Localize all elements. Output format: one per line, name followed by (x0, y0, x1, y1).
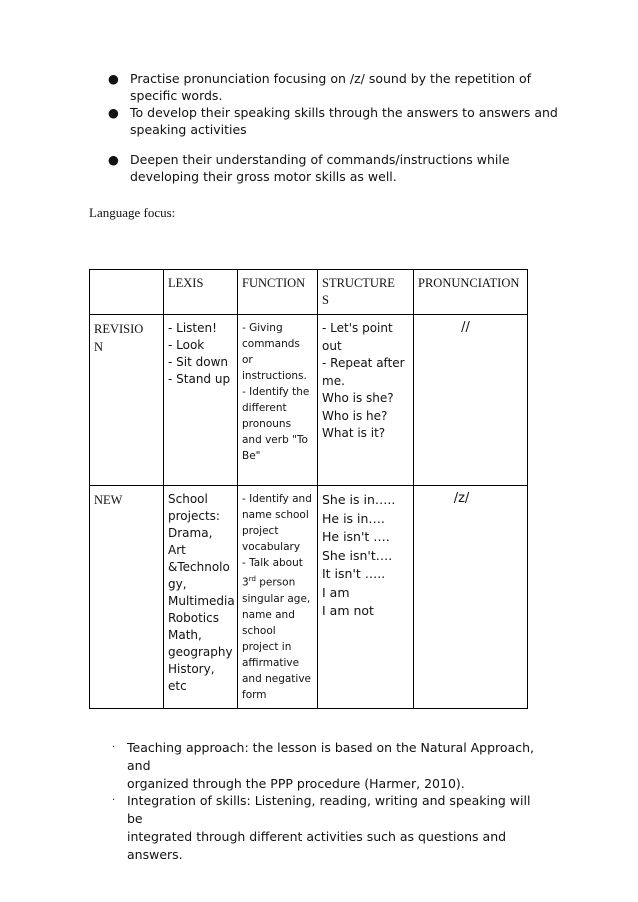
lexis-item: geography (168, 645, 233, 659)
function-line: - Identify and (242, 493, 312, 505)
lexis-item: - Stand up (168, 372, 231, 386)
structure-line: I am (322, 584, 350, 600)
objective-text: To develop their speaking skills through the answers to answers and (130, 105, 558, 120)
objective-item (108, 151, 558, 185)
function-line: different (242, 402, 287, 414)
function-line: school (242, 624, 276, 637)
note-line: integrated through different activities such as questions and answers. (127, 829, 507, 862)
bullet-icon: ● (108, 152, 119, 167)
lexis-item: Drama, (168, 526, 213, 540)
row-label-revision (90, 315, 164, 486)
objective-text: speaking activities (130, 122, 247, 137)
language-focus-table (89, 269, 528, 709)
function-line: affirmative (242, 656, 300, 669)
structure-line: It isn't ….. (322, 566, 386, 581)
lexis-item: gy, (168, 577, 187, 591)
objectives-list (108, 70, 558, 185)
lexis-cell (164, 486, 238, 709)
row-label-new (90, 486, 164, 709)
objective-text: specific words. (130, 88, 223, 103)
lexis-item: Art (168, 543, 186, 557)
lexis-item: - Look (168, 338, 205, 352)
structure-line: out (322, 338, 342, 353)
integration-of-skills-note (112, 792, 547, 864)
objective-text: Deepen their understanding of commands/instructions while (130, 152, 510, 167)
table-row-revision (90, 315, 528, 486)
function-line (242, 571, 313, 591)
structure-line: - Repeat after (322, 356, 405, 370)
function-cell (238, 486, 318, 709)
lexis-item: &Technolo (168, 560, 230, 574)
function-line: vocabulary (242, 541, 301, 553)
bullet-icon: · (112, 795, 116, 806)
row-label-line: REVISIO (94, 322, 144, 336)
structure-line: He isn't …. (322, 529, 390, 544)
note-line: Teaching approach: the lesson is based on the Natural Approach, and (127, 740, 534, 773)
header-lexis: LEXIS (164, 270, 238, 315)
lexis-cell (164, 315, 238, 486)
structure-line: me. (322, 373, 345, 388)
function-line: project in (242, 640, 292, 653)
note-line: organized through the PPP procedure (Harmer, 2010). (127, 776, 465, 791)
structure-cell (318, 486, 414, 709)
header-structures (318, 270, 414, 315)
function-line: project (242, 525, 279, 537)
function-line: or (242, 354, 253, 366)
ordinal-suffix: rd (248, 575, 256, 583)
lexis-item: Multimedia (168, 594, 235, 608)
objective-text: developing their gross motor skills as well. (130, 169, 397, 184)
function-line: - Talk about (242, 557, 303, 569)
header-structures-line: STRUCTURE (322, 276, 395, 290)
ordinal-number: 3 (242, 576, 249, 589)
function-line: name school (242, 509, 309, 521)
header-structures-line: S (322, 293, 329, 307)
function-line: commands (242, 338, 300, 350)
function-line: instructions. (242, 370, 307, 382)
header-pronunciation: PRONUNCIATION (414, 270, 528, 315)
objective-item (108, 70, 558, 104)
lexis-item: Math, (168, 628, 202, 642)
function-line: - Identify the (242, 386, 310, 398)
function-line: Be" (242, 450, 261, 462)
table-row-new (90, 486, 528, 709)
lexis-item: History, etc (168, 662, 215, 693)
language-focus-heading: Language focus: (89, 205, 176, 220)
function-line: - Giving (242, 322, 283, 334)
objective-item (108, 104, 558, 138)
structure-cell (318, 315, 414, 486)
header-function: FUNCTION (238, 270, 318, 315)
function-line: pronouns (242, 418, 292, 430)
table-header-row (90, 270, 528, 315)
structure-line: Who is she? (322, 391, 394, 405)
function-line: singular age, (242, 592, 311, 605)
function-cell (238, 315, 318, 486)
bullet-icon: ● (108, 71, 119, 86)
bullet-icon: · (112, 742, 116, 753)
lexis-item: - Sit down (168, 355, 228, 369)
function-line: form (242, 688, 267, 701)
row-label-line: NEW (94, 493, 123, 507)
pronunciation-cell: // (414, 315, 528, 486)
teaching-approach-note (112, 739, 547, 793)
structure-line: - Let's point (322, 321, 393, 335)
row-label-line: N (94, 340, 104, 354)
pronunciation-cell: /z/ (414, 486, 528, 709)
lexis-item: Robotics (168, 611, 219, 625)
function-line: name and (242, 608, 295, 621)
bullet-icon: ● (108, 105, 119, 120)
structure-line: Who is he? (322, 408, 388, 423)
structure-line: I am not (322, 603, 374, 618)
objective-text: Practise pronunciation focusing on /z/ sound by the repetition of (130, 71, 532, 86)
function-line: and negative (242, 672, 312, 685)
header-cell-empty (90, 270, 164, 315)
structure-line: She isn't…. (322, 547, 393, 563)
function-line: and verb "To (242, 434, 308, 446)
structure-line: What is it? (322, 426, 386, 440)
note-line: Integration of skills: Listening, reading, writing and speaking will be (127, 793, 531, 826)
lexis-item: School (168, 492, 208, 506)
lexis-item: - Listen! (168, 321, 217, 335)
lexis-item: projects: (168, 509, 220, 523)
structure-line: He is in…. (322, 510, 385, 526)
ordinal-rest: person (255, 576, 296, 589)
structure-line: She is in….. (322, 492, 396, 507)
